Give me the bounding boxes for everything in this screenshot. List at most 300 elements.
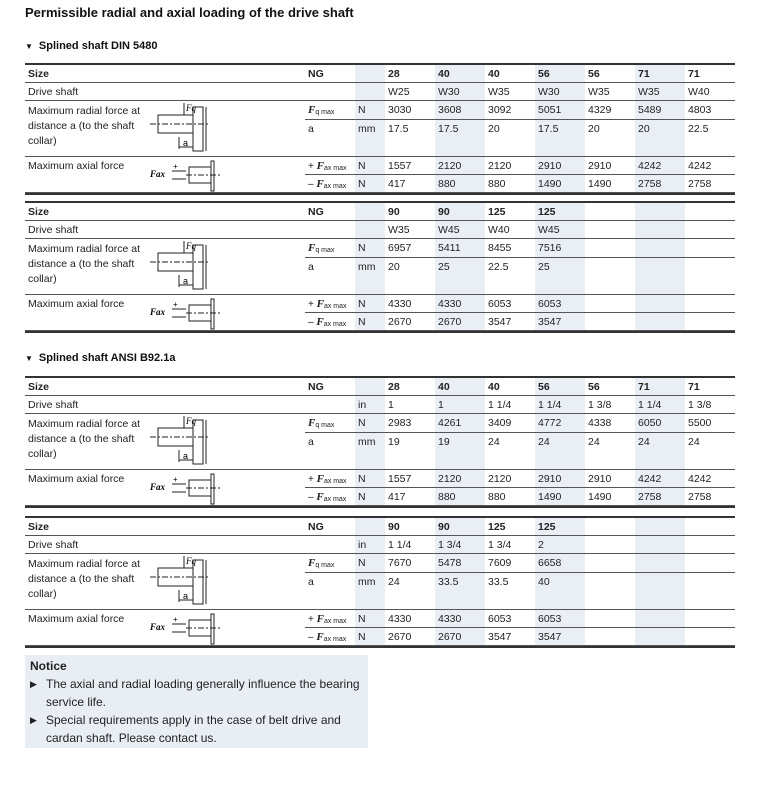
unit-cell bbox=[355, 65, 385, 83]
unit-cell: N bbox=[355, 313, 385, 331]
fq-max-symbol bbox=[305, 554, 355, 573]
fax-plus-value: 4330 bbox=[435, 295, 485, 313]
fq-value bbox=[685, 554, 735, 573]
a-value bbox=[585, 573, 635, 610]
fq-value bbox=[635, 239, 685, 258]
shaft-value: W35 bbox=[485, 83, 535, 101]
shaft-value: W40 bbox=[485, 221, 535, 239]
unit-cell: N bbox=[355, 488, 385, 506]
ng-value: 71 bbox=[685, 378, 735, 396]
ng-value bbox=[585, 203, 635, 221]
fax-plus-value bbox=[685, 295, 735, 313]
section-label: Splined shaft ANSI B92.1a bbox=[38, 352, 176, 364]
shaft-value: 1 1/4 bbox=[385, 536, 435, 554]
bullet-arrow-icon: ▶ bbox=[30, 715, 37, 725]
force-subscript: q max bbox=[315, 422, 335, 429]
axial-force-label: Maximum axial force bbox=[25, 610, 150, 646]
notice-text: The axial and radial loading generally influence the bearing service life. bbox=[46, 677, 360, 709]
fq-value: 4329 bbox=[585, 101, 635, 120]
fax-minus-symbol bbox=[305, 175, 355, 193]
svg-text:+: + bbox=[173, 475, 178, 484]
fax-plus-value: 2120 bbox=[485, 470, 535, 488]
ng-value: 90 bbox=[435, 518, 485, 536]
svg-text:+: + bbox=[173, 300, 178, 309]
fq-value: 4772 bbox=[535, 414, 585, 433]
shaft-value: W25 bbox=[385, 83, 435, 101]
fax-plus-symbol bbox=[305, 157, 355, 175]
drive-shaft-label: Drive shaft bbox=[25, 83, 355, 101]
a-value: 24 bbox=[485, 433, 535, 470]
ng-value: 56 bbox=[535, 65, 585, 83]
shaft-value bbox=[685, 536, 735, 554]
fq-max-symbol bbox=[305, 414, 355, 433]
fax-minus-value bbox=[685, 628, 735, 646]
fq-value: 4338 bbox=[585, 414, 635, 433]
force-symbol: F bbox=[308, 104, 316, 116]
ng-value: 40 bbox=[485, 378, 535, 396]
section-heading-ansi bbox=[25, 352, 175, 364]
unit-cell: N bbox=[355, 175, 385, 193]
bullet-arrow-icon: ▶ bbox=[30, 679, 37, 689]
fax-minus-symbol bbox=[305, 488, 355, 506]
ng-value: 28 bbox=[385, 378, 435, 396]
fax-plus-value: 1557 bbox=[385, 470, 435, 488]
fax-minus-value: 2670 bbox=[435, 628, 485, 646]
fax-plus-value: 2910 bbox=[585, 157, 635, 175]
notice-box bbox=[25, 655, 368, 748]
a-value: 33.5 bbox=[435, 573, 485, 610]
fax-plus-symbol bbox=[305, 610, 355, 628]
sign: – bbox=[308, 492, 314, 503]
fq-value bbox=[585, 554, 635, 573]
unit-cell: N bbox=[355, 470, 385, 488]
fax-plus-value bbox=[685, 610, 735, 628]
triangle-down-icon: ▼ bbox=[25, 354, 33, 363]
fax-plus-value: 6053 bbox=[535, 295, 585, 313]
svg-text:+: + bbox=[173, 615, 178, 624]
ng-value bbox=[635, 203, 685, 221]
force-subscript: ax max bbox=[323, 496, 347, 503]
shaft-value: W35 bbox=[385, 221, 435, 239]
axial-force-diagram-icon bbox=[150, 470, 305, 506]
unit-cell: N bbox=[355, 157, 385, 175]
ng-value: 71 bbox=[635, 378, 685, 396]
fax-minus-value: 2758 bbox=[635, 175, 685, 193]
a-value bbox=[635, 258, 685, 295]
ng-value: 40 bbox=[485, 65, 535, 83]
shaft-value bbox=[635, 536, 685, 554]
a-value bbox=[685, 258, 735, 295]
fq-label: Fq bbox=[186, 103, 196, 113]
fax-plus-value: 6053 bbox=[485, 295, 535, 313]
sign: – bbox=[308, 632, 314, 643]
size-label: Size bbox=[25, 518, 305, 536]
a-value: 33.5 bbox=[485, 573, 535, 610]
ng-value: 56 bbox=[585, 65, 635, 83]
axial-diagram bbox=[150, 295, 305, 331]
ng-value: 56 bbox=[535, 378, 585, 396]
fax-plus-value: 2910 bbox=[535, 157, 585, 175]
ng-value: 125 bbox=[535, 203, 585, 221]
a-symbol: a bbox=[305, 573, 355, 610]
fax-minus-value: 3547 bbox=[535, 313, 585, 331]
ng-value: 40 bbox=[435, 378, 485, 396]
fq-value: 4803 bbox=[685, 101, 735, 120]
fax-label: Fax bbox=[150, 482, 166, 492]
radial-force-diagram-icon bbox=[150, 414, 305, 470]
a-value bbox=[685, 573, 735, 610]
fq-max-symbol bbox=[305, 239, 355, 258]
sign: + bbox=[308, 614, 314, 625]
a-value: 24 bbox=[535, 433, 585, 470]
triangle-down-icon: ▼ bbox=[25, 42, 33, 51]
a-value: 40 bbox=[535, 573, 585, 610]
fax-plus-value: 2910 bbox=[585, 470, 635, 488]
fax-minus-value: 3547 bbox=[535, 628, 585, 646]
fax-plus-value bbox=[585, 610, 635, 628]
ng-value bbox=[585, 518, 635, 536]
unit-cell: mm bbox=[355, 120, 385, 157]
shaft-value bbox=[685, 221, 735, 239]
shaft-value: W45 bbox=[435, 221, 485, 239]
fax-minus-symbol bbox=[305, 628, 355, 646]
fax-minus-value: 1490 bbox=[535, 175, 585, 193]
a-value: 22.5 bbox=[685, 120, 735, 157]
fax-plus-symbol bbox=[305, 295, 355, 313]
fax-plus-value: 4242 bbox=[635, 470, 685, 488]
shaft-value: 2 bbox=[535, 536, 585, 554]
fq-value: 3092 bbox=[485, 101, 535, 120]
unit-cell: N bbox=[355, 239, 385, 258]
fax-label: Fax bbox=[150, 307, 166, 317]
section-label: Splined shaft DIN 5480 bbox=[38, 40, 158, 52]
fq-label: Fq bbox=[186, 556, 196, 566]
shaft-value: W30 bbox=[435, 83, 485, 101]
ng-label: NG bbox=[305, 203, 355, 221]
a-symbol: a bbox=[305, 433, 355, 470]
a-symbol: a bbox=[305, 120, 355, 157]
size-label: Size bbox=[25, 378, 305, 396]
fax-minus-value: 2758 bbox=[685, 175, 735, 193]
force-subscript: ax max bbox=[323, 303, 347, 310]
fax-plus-value: 4242 bbox=[635, 157, 685, 175]
axial-diagram bbox=[150, 610, 305, 646]
force-symbol: F bbox=[308, 557, 316, 569]
fq-value bbox=[585, 239, 635, 258]
radial-force-label: Maximum radial force at distance a (to the shaft collar) bbox=[25, 554, 150, 610]
ng-value: 90 bbox=[385, 203, 435, 221]
ng-value: 125 bbox=[485, 203, 535, 221]
unit-cell bbox=[355, 378, 385, 396]
force-subscript: q max bbox=[315, 109, 335, 116]
force-subscript: ax max bbox=[323, 478, 347, 485]
axial-force-label: Maximum axial force bbox=[25, 470, 150, 506]
axial-force-diagram-icon bbox=[150, 295, 305, 331]
fq-value: 5051 bbox=[535, 101, 585, 120]
a-value: 25 bbox=[535, 258, 585, 295]
fax-plus-symbol bbox=[305, 470, 355, 488]
loading-table-ansi-2 bbox=[25, 516, 735, 648]
ng-value: 71 bbox=[685, 65, 735, 83]
shaft-value: 1 bbox=[385, 396, 435, 414]
shaft-value: 1 1/4 bbox=[485, 396, 535, 414]
force-symbol: F bbox=[316, 316, 324, 328]
radial-diagram bbox=[150, 101, 305, 157]
radial-force-diagram-icon bbox=[150, 101, 305, 157]
fax-plus-value: 2120 bbox=[485, 157, 535, 175]
fax-minus-value: 1490 bbox=[585, 488, 635, 506]
a-value: 19 bbox=[435, 433, 485, 470]
size-label: Size bbox=[25, 65, 305, 83]
a-label: a bbox=[183, 138, 189, 148]
force-subscript: q max bbox=[315, 562, 335, 569]
radial-force-label: Maximum radial force at distance a (to the shaft collar) bbox=[25, 101, 150, 157]
force-subscript: q max bbox=[315, 247, 335, 254]
shaft-value: 1 3/8 bbox=[585, 396, 635, 414]
fq-value: 5500 bbox=[685, 414, 735, 433]
a-label: a bbox=[183, 591, 189, 601]
fax-plus-value: 4242 bbox=[685, 157, 735, 175]
force-symbol: F bbox=[316, 178, 324, 190]
a-value: 20 bbox=[385, 258, 435, 295]
ng-value: 71 bbox=[635, 65, 685, 83]
fax-minus-value: 880 bbox=[435, 488, 485, 506]
shaft-value bbox=[635, 221, 685, 239]
force-symbol: F bbox=[316, 160, 324, 172]
fq-value bbox=[635, 554, 685, 573]
fq-value: 3409 bbox=[485, 414, 535, 433]
unit-cell: mm bbox=[355, 433, 385, 470]
sign: + bbox=[308, 161, 314, 172]
ng-label: NG bbox=[305, 518, 355, 536]
shaft-value: W30 bbox=[535, 83, 585, 101]
sign: – bbox=[308, 317, 314, 328]
a-value: 24 bbox=[385, 573, 435, 610]
shaft-value: 1 bbox=[435, 396, 485, 414]
fax-minus-value: 880 bbox=[485, 488, 535, 506]
fax-minus-value: 2758 bbox=[635, 488, 685, 506]
force-subscript: ax max bbox=[323, 618, 347, 625]
fax-minus-value bbox=[585, 628, 635, 646]
ng-value bbox=[635, 518, 685, 536]
fax-minus-value bbox=[685, 313, 735, 331]
ng-value bbox=[685, 518, 735, 536]
fax-plus-value bbox=[635, 610, 685, 628]
fq-value bbox=[685, 239, 735, 258]
shaft-value: 1 3/4 bbox=[435, 536, 485, 554]
axial-diagram bbox=[150, 470, 305, 506]
a-label: a bbox=[183, 451, 189, 461]
fax-plus-value: 2910 bbox=[535, 470, 585, 488]
fax-plus-value: 4330 bbox=[385, 295, 435, 313]
fax-plus-value bbox=[635, 295, 685, 313]
fq-value: 4261 bbox=[435, 414, 485, 433]
fq-value: 6050 bbox=[635, 414, 685, 433]
unit-cell: in bbox=[355, 536, 385, 554]
fax-plus-value: 4330 bbox=[385, 610, 435, 628]
a-value: 19 bbox=[385, 433, 435, 470]
unit-cell: N bbox=[355, 101, 385, 120]
ng-label: NG bbox=[305, 378, 355, 396]
a-value bbox=[585, 258, 635, 295]
radial-diagram bbox=[150, 239, 305, 295]
fq-value: 6957 bbox=[385, 239, 435, 258]
fq-value: 8455 bbox=[485, 239, 535, 258]
fq-value: 6658 bbox=[535, 554, 585, 573]
fq-value: 5478 bbox=[435, 554, 485, 573]
fax-minus-value: 880 bbox=[435, 175, 485, 193]
unit-cell bbox=[355, 83, 385, 101]
fax-plus-value: 1557 bbox=[385, 157, 435, 175]
fax-plus-value: 4242 bbox=[685, 470, 735, 488]
ng-value: 56 bbox=[585, 378, 635, 396]
notice-heading: Notice bbox=[30, 659, 67, 673]
axial-diagram bbox=[150, 157, 305, 193]
fq-value: 3608 bbox=[435, 101, 485, 120]
svg-text:+: + bbox=[173, 162, 178, 171]
unit-cell: N bbox=[355, 295, 385, 313]
fq-value: 5411 bbox=[435, 239, 485, 258]
unit-cell: N bbox=[355, 414, 385, 433]
force-symbol: F bbox=[316, 298, 324, 310]
size-label: Size bbox=[25, 203, 305, 221]
fax-minus-value: 3547 bbox=[485, 313, 535, 331]
force-subscript: ax max bbox=[323, 321, 347, 328]
axial-force-diagram-icon bbox=[150, 610, 305, 646]
a-value: 20 bbox=[635, 120, 685, 157]
fax-minus-value: 880 bbox=[485, 175, 535, 193]
a-value: 20 bbox=[485, 120, 535, 157]
fax-minus-symbol bbox=[305, 313, 355, 331]
a-label: a bbox=[183, 276, 189, 286]
radial-force-diagram-icon bbox=[150, 554, 305, 610]
a-value: 25 bbox=[435, 258, 485, 295]
axial-force-diagram-icon bbox=[150, 157, 305, 193]
force-symbol: F bbox=[308, 417, 316, 429]
shaft-value bbox=[585, 536, 635, 554]
unit-cell: mm bbox=[355, 573, 385, 610]
notice-item bbox=[30, 711, 363, 747]
fax-minus-value: 2670 bbox=[385, 313, 435, 331]
ng-value: 28 bbox=[385, 65, 435, 83]
shaft-value bbox=[585, 221, 635, 239]
drive-shaft-label: Drive shaft bbox=[25, 536, 355, 554]
ng-value: 40 bbox=[435, 65, 485, 83]
force-symbol: F bbox=[316, 491, 324, 503]
fq-value: 5489 bbox=[635, 101, 685, 120]
shaft-value: 1 1/4 bbox=[635, 396, 685, 414]
force-subscript: ax max bbox=[323, 183, 347, 190]
fax-plus-value: 2120 bbox=[435, 157, 485, 175]
notice-item bbox=[30, 675, 363, 711]
unit-cell bbox=[355, 221, 385, 239]
unit-cell: N bbox=[355, 628, 385, 646]
fq-label: Fq bbox=[186, 416, 196, 426]
shaft-value: W45 bbox=[535, 221, 585, 239]
fax-minus-value bbox=[635, 628, 685, 646]
drive-shaft-label: Drive shaft bbox=[25, 221, 355, 239]
a-value: 22.5 bbox=[485, 258, 535, 295]
a-symbol: a bbox=[305, 258, 355, 295]
axial-force-label: Maximum axial force bbox=[25, 157, 150, 193]
fax-plus-value: 6053 bbox=[535, 610, 585, 628]
section-heading-din bbox=[25, 40, 158, 52]
shaft-value: 1 3/8 bbox=[685, 396, 735, 414]
fq-value: 7609 bbox=[485, 554, 535, 573]
a-value: 17.5 bbox=[535, 120, 585, 157]
force-subscript: ax max bbox=[323, 636, 347, 643]
radial-force-diagram-icon bbox=[150, 239, 305, 295]
a-value: 24 bbox=[585, 433, 635, 470]
a-value bbox=[635, 573, 685, 610]
a-value: 24 bbox=[635, 433, 685, 470]
ng-value: 90 bbox=[435, 203, 485, 221]
a-value: 24 bbox=[685, 433, 735, 470]
fax-minus-value bbox=[635, 313, 685, 331]
fax-label: Fax bbox=[150, 169, 166, 179]
radial-force-label: Maximum radial force at distance a (to the shaft collar) bbox=[25, 239, 150, 295]
fax-minus-value: 3547 bbox=[485, 628, 535, 646]
sign: + bbox=[308, 474, 314, 485]
shaft-value: 1 1/4 bbox=[535, 396, 585, 414]
fax-plus-value: 2120 bbox=[435, 470, 485, 488]
fax-minus-value: 417 bbox=[385, 175, 435, 193]
shaft-value: W40 bbox=[685, 83, 735, 101]
a-value: 20 bbox=[585, 120, 635, 157]
fq-value: 2983 bbox=[385, 414, 435, 433]
sign: – bbox=[308, 179, 314, 190]
fax-minus-value: 2670 bbox=[435, 313, 485, 331]
loading-table-din-1 bbox=[25, 63, 735, 195]
fax-minus-value: 2670 bbox=[385, 628, 435, 646]
fq-label: Fq bbox=[186, 241, 196, 251]
ng-label: NG bbox=[305, 65, 355, 83]
unit-cell bbox=[355, 203, 385, 221]
a-value: 17.5 bbox=[435, 120, 485, 157]
shaft-value: 1 3/4 bbox=[485, 536, 535, 554]
unit-cell: mm bbox=[355, 258, 385, 295]
drive-shaft-label: Drive shaft bbox=[25, 396, 355, 414]
ng-value: 90 bbox=[385, 518, 435, 536]
unit-cell: in bbox=[355, 396, 385, 414]
fax-label: Fax bbox=[150, 622, 166, 632]
ng-value: 125 bbox=[535, 518, 585, 536]
ng-value: 125 bbox=[485, 518, 535, 536]
fax-minus-value bbox=[585, 313, 635, 331]
unit-cell: N bbox=[355, 610, 385, 628]
fq-value: 7670 bbox=[385, 554, 435, 573]
page-title: Permissible radial and axial loading of the drive shaft bbox=[25, 5, 354, 20]
radial-diagram bbox=[150, 554, 305, 610]
fax-minus-value: 1490 bbox=[535, 488, 585, 506]
fq-value: 3030 bbox=[385, 101, 435, 120]
force-symbol: F bbox=[316, 473, 324, 485]
loading-table-ansi-1 bbox=[25, 376, 735, 508]
shaft-value: W35 bbox=[585, 83, 635, 101]
force-symbol: F bbox=[316, 631, 324, 643]
fq-max-symbol bbox=[305, 101, 355, 120]
sign: + bbox=[308, 299, 314, 310]
fq-value: 7516 bbox=[535, 239, 585, 258]
notice-text: Special requirements apply in the case of belt drive and cardan shaft. Please contact us. bbox=[46, 713, 341, 745]
radial-force-label: Maximum radial force at distance a (to the shaft collar) bbox=[25, 414, 150, 470]
force-symbol: F bbox=[308, 242, 316, 254]
a-value: 17.5 bbox=[385, 120, 435, 157]
fax-plus-value: 6053 bbox=[485, 610, 535, 628]
axial-force-label: Maximum axial force bbox=[25, 295, 150, 331]
shaft-value: W35 bbox=[635, 83, 685, 101]
loading-table-din-2 bbox=[25, 201, 735, 333]
